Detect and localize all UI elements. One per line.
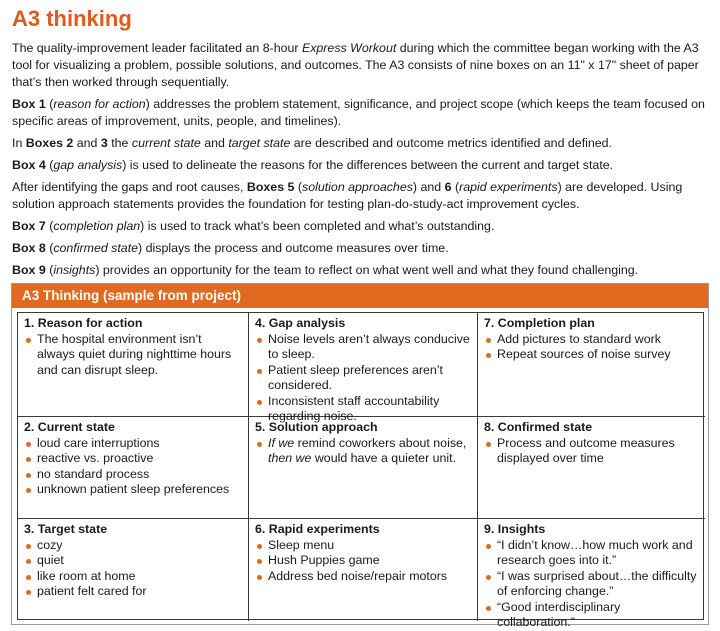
text-segment: ) addresses the problem statement, significance, and project scope (which keeps the team focused on specific areas of improvement, units, people, and timelines). (12, 97, 705, 128)
text-segment: reactive vs. proactive (37, 451, 154, 465)
text-segment: “I didn’t know…how much work and research goes into it.” (497, 537, 693, 567)
text-segment: Inconsistent staff accountability regarding noise. (268, 393, 440, 423)
intro-paragraph (12, 96, 710, 130)
a3-sample-box (11, 283, 709, 629)
box-header: A3 Thinking (sample from project) (12, 284, 708, 308)
intro-paragraph (12, 262, 710, 279)
page-title: A3 thinking (12, 6, 132, 31)
text-segment: like room at home (37, 568, 136, 583)
list-item (255, 332, 471, 363)
text-segment: Box 4 (12, 158, 46, 172)
text-segment: ( (45, 219, 54, 233)
cell-title: 9. Insights (484, 522, 546, 536)
intro-paragraph (12, 179, 710, 213)
text-segment: ) and (412, 180, 445, 194)
list-item (24, 584, 242, 600)
text-segment: ( (45, 97, 54, 111)
text-segment: ) is used to track what’s been completed and what’s outstanding. (140, 219, 495, 233)
text-segment: Express Workout (301, 41, 397, 55)
cell-list (255, 436, 471, 467)
text-segment: would have a quieter unit. (311, 451, 457, 465)
text-segment: gap analysis (53, 158, 123, 172)
text-segment: If we (268, 435, 295, 450)
text-segment: reason for action (53, 97, 146, 111)
cell-title: 1. Reason for action (24, 316, 143, 330)
text-segment: Box 7 (12, 219, 46, 233)
cell-title: 5. Solution approach (255, 420, 378, 434)
text-segment: In (12, 136, 26, 150)
a3-cell (249, 519, 478, 621)
text-segment: remind coworkers about noise, (294, 435, 467, 450)
list-item (484, 347, 699, 363)
text-segment: Boxes 2 (25, 136, 74, 150)
text-segment: ) provides an opportunity for the team to reflect on what went well and what they found challenging. (95, 263, 639, 277)
cell-list (484, 332, 699, 363)
text-segment: ( (451, 180, 460, 194)
cell-list (24, 332, 242, 379)
cell-list (24, 436, 242, 498)
a3-cell (18, 313, 249, 417)
text-segment: Add pictures to standard work (497, 331, 661, 346)
list-item (484, 436, 699, 467)
intro-text (12, 40, 710, 284)
text-segment: ) are developed. Using solution approach statements provides the foundation for testing plan-do-study-act improvement cycles. (12, 180, 683, 211)
list-item (24, 332, 242, 379)
text-segment: target state (228, 136, 291, 150)
cell-title: 2. Current state (24, 420, 115, 434)
cell-title: 6. Rapid experiments (255, 522, 380, 536)
text-segment: ( (45, 158, 54, 172)
text-segment: during which the committee began working with the A3 tool for visualizing a problem, possible solutions, and outcomes. The A3 consists of nine boxes on an 11" x 17" sheet of paper that’s then worked through sequentially. (12, 41, 699, 89)
cell-title: 7. Completion plan (484, 316, 595, 330)
text-segment: ) displays the process and outcome measures over time. (138, 241, 449, 255)
text-segment: The quality-improvement leader facilitated an 8-hour (12, 41, 302, 55)
text-segment: solution approaches (302, 180, 413, 194)
text-segment: Patient sleep preferences aren’t considered. (268, 362, 443, 392)
text-segment: “I was surprised about…the difficulty of enforcing change.” (497, 568, 697, 598)
list-item (255, 553, 471, 569)
text-segment: Process and outcome measures displayed over time (497, 435, 675, 465)
text-segment: Noise levels aren’t always conducive to sleep. (268, 331, 470, 361)
list-item (24, 482, 242, 498)
text-segment: completion plan (53, 219, 141, 233)
list-item (484, 569, 699, 600)
list-item (24, 451, 242, 467)
a3-cell (18, 519, 249, 621)
a3-cell (18, 417, 249, 519)
a3-cell (478, 417, 705, 519)
text-segment: 6 (444, 180, 452, 194)
text-segment: rapid experiments (459, 180, 558, 194)
intro-paragraph (12, 40, 710, 91)
text-segment: After identifying the gaps and root causes, (12, 180, 247, 194)
cell-title: 4. Gap analysis (255, 316, 346, 330)
text-segment: insights (53, 263, 96, 277)
text-segment: Box 8 (12, 241, 46, 255)
text-segment: quiet (37, 553, 64, 567)
list-item (255, 538, 471, 554)
intro-paragraph (12, 157, 710, 174)
text-segment: cozy (37, 537, 63, 552)
text-segment: The hospital environment isn’t always quiet during nighttime hours and can disrupt sleep. (37, 331, 232, 377)
text-segment: are described and outcome metrics identified and defined. (290, 136, 613, 150)
text-segment: Box 9 (12, 263, 46, 277)
text-segment: the (107, 136, 132, 150)
list-item (484, 600, 699, 631)
cell-list (255, 538, 471, 585)
list-item (24, 553, 242, 569)
cell-list (484, 436, 699, 467)
list-item (484, 538, 699, 569)
cell-list (24, 538, 242, 600)
text-segment: Hush Puppies game (268, 553, 380, 567)
text-segment: 3 (100, 136, 108, 150)
a3-grid (17, 312, 704, 629)
text-segment: ( (45, 241, 54, 255)
a3-cell (249, 313, 478, 423)
text-segment: current state (131, 136, 201, 150)
cell-title: 8. Confirmed state (484, 420, 593, 434)
list-item (255, 569, 471, 585)
list-item (24, 569, 242, 585)
text-segment: unknown patient sleep preferences (37, 482, 230, 496)
text-segment: Repeat sources of noise survey (497, 347, 671, 361)
text-segment: ) is used to delineate the reasons for the differences between the current and target state. (122, 158, 614, 172)
list-item (255, 436, 471, 467)
text-segment: and (73, 136, 101, 150)
text-segment: no standard process (37, 466, 150, 481)
text-segment: Sleep menu (268, 537, 335, 552)
list-item (255, 363, 471, 394)
text-segment: Box 1 (12, 97, 46, 111)
a3-cell (478, 313, 705, 417)
list-item (24, 436, 242, 452)
intro-paragraph (12, 218, 710, 235)
intro-paragraph (12, 135, 710, 152)
text-segment: patient felt cared for (37, 584, 147, 598)
a3-cell (249, 417, 478, 519)
text-segment: ( (45, 263, 54, 277)
intro-paragraph (12, 240, 710, 257)
cell-list (484, 538, 699, 631)
list-item (484, 332, 699, 348)
list-item (255, 394, 471, 425)
cell-list (255, 332, 471, 425)
a3-cell (478, 519, 705, 629)
text-segment: and (200, 136, 229, 150)
text-segment: confirmed state (53, 241, 139, 255)
list-item (24, 538, 242, 554)
text-segment: Address bed noise/repair motors (268, 568, 448, 583)
cell-title: 3. Target state (24, 522, 108, 536)
text-segment: Boxes 5 (246, 180, 295, 194)
list-item (24, 467, 242, 483)
text-segment: then we (268, 451, 312, 465)
text-segment: “Good interdisciplinary collaboration.” (497, 599, 621, 629)
text-segment: loud care interruptions (37, 435, 160, 450)
text-segment: ( (294, 180, 302, 194)
